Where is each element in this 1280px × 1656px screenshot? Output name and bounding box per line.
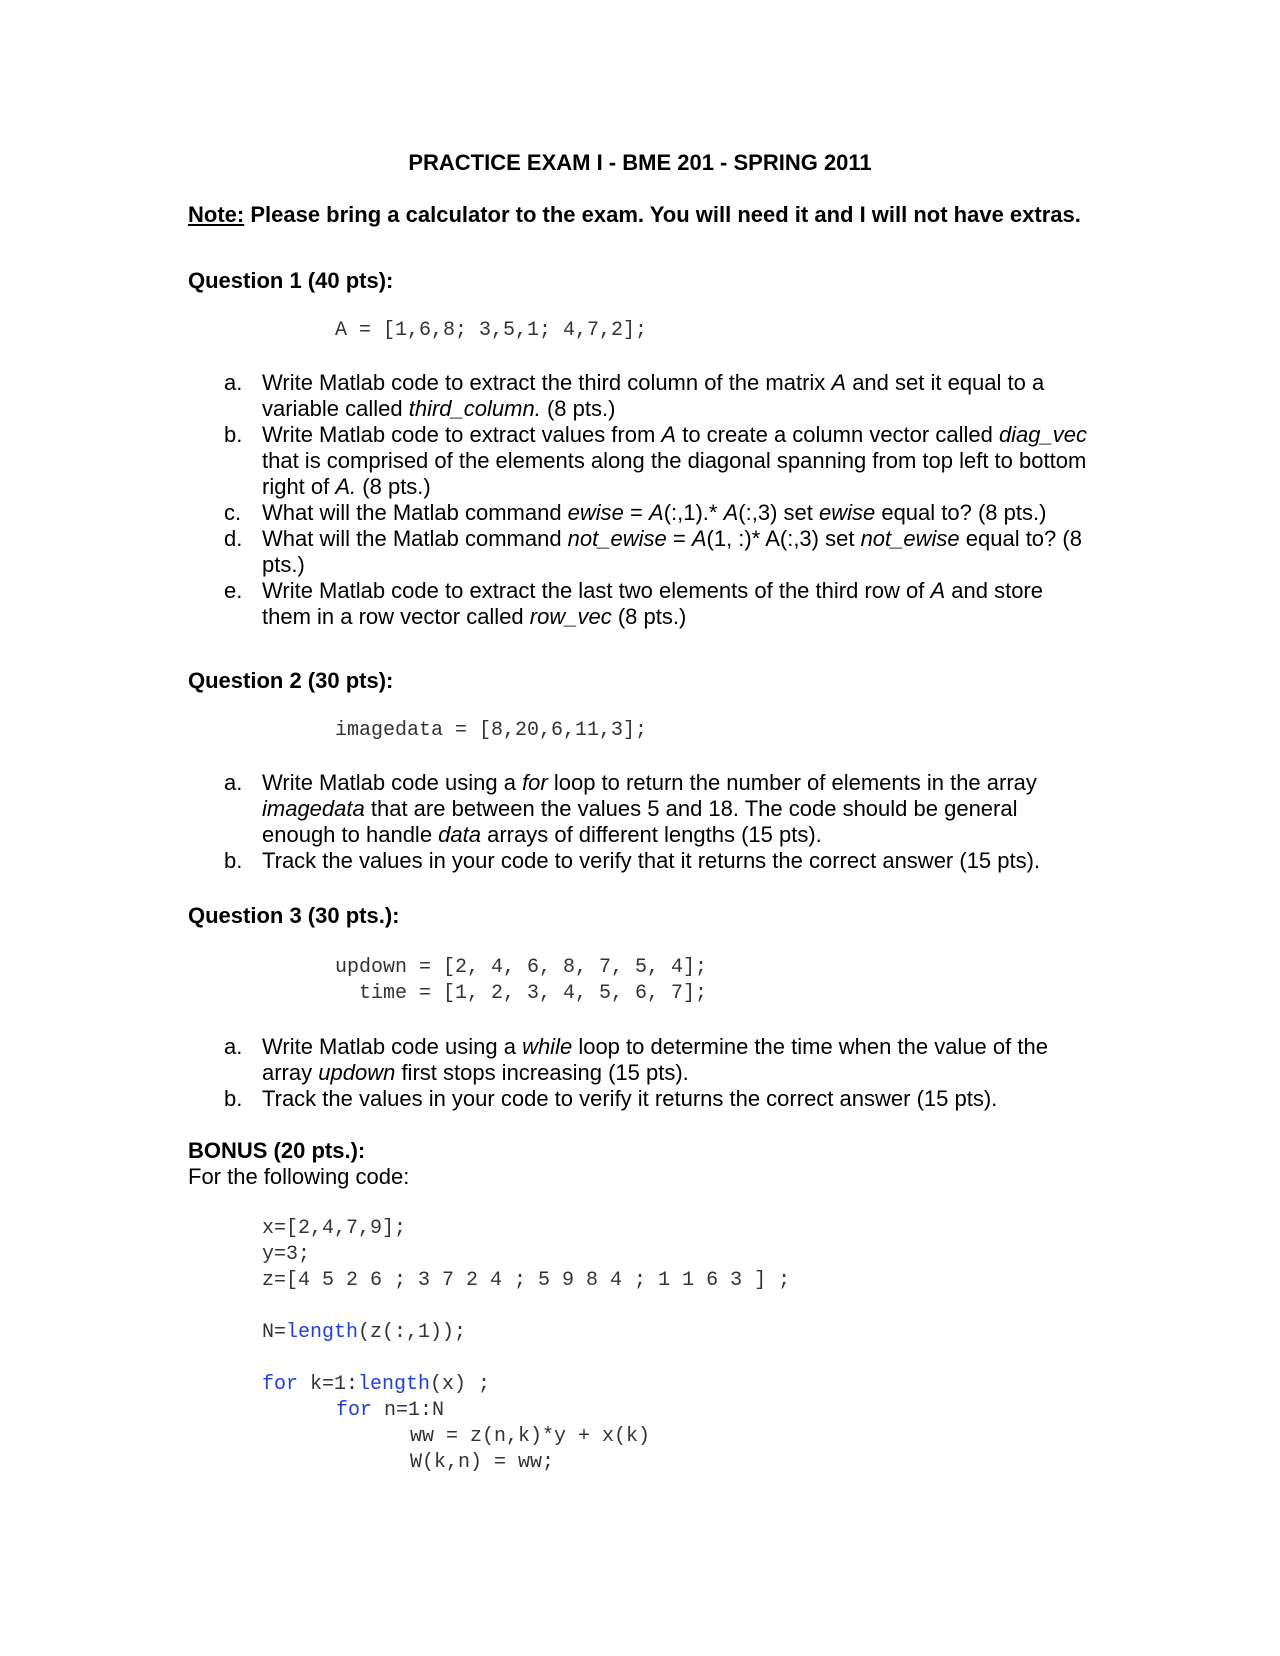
bonus-code-n <box>262 1320 466 1346</box>
item-text: Write Matlab code to extract values from <box>262 422 662 447</box>
question-2-heading: Question 2 (30 pts): <box>188 668 394 693</box>
item-text: equal to? (8 pts.) <box>262 526 1082 577</box>
bonus-code-W: W(k,n) = ww; <box>410 1451 555 1474</box>
item-text: A <box>691 526 707 551</box>
item-text: row_vec <box>529 604 612 629</box>
code-keyword: for <box>262 1373 299 1396</box>
item-text: third_column. <box>408 396 541 421</box>
item-marker: e. <box>224 578 243 603</box>
item-text: data <box>438 822 481 847</box>
list-item <box>220 370 1090 422</box>
item-text: Write Matlab code to extract the last two elements of the third row of <box>262 578 931 603</box>
item-marker: c. <box>224 500 242 525</box>
item-text: not_ewise <box>860 526 960 551</box>
item-text: = <box>623 500 649 525</box>
item-text: A <box>723 500 739 525</box>
bonus-heading: BONUS (20 pts.): <box>188 1138 366 1163</box>
item-text: A <box>930 578 946 603</box>
item-text: A <box>831 370 847 395</box>
bonus-code-for-n <box>336 1398 444 1424</box>
item-text: Track the values in your code to verify it returns the correct answer (15 pts). <box>262 1086 998 1111</box>
item-text: (8 pts.) <box>356 474 431 499</box>
item-text: and store them in a row vector called <box>262 578 1043 629</box>
bonus-code-z: z=[4 5 2 6 ; 3 7 2 4 ; 5 9 8 4 ; 1 1 6 3 ] ; <box>262 1269 791 1292</box>
item-text: Track the values in your code to verify that it returns the correct answer (15 pts). <box>262 848 1041 873</box>
question-1-heading: Question 1 (40 pts): <box>188 268 394 293</box>
note-text: Please bring a calculator to the exam. You will need it and I will not have extras. <box>244 202 1081 227</box>
list-item <box>220 1086 1090 1112</box>
item-text: arrays of different lengths (15 pts). <box>481 822 822 847</box>
bonus-intro: For the following code: <box>188 1164 410 1189</box>
bonus-code-ww: ww = z(n,k)*y + x(k) <box>410 1425 651 1448</box>
code-keyword: length <box>358 1373 431 1396</box>
code-keyword: length <box>286 1321 359 1344</box>
item-text: (1, :)* A(:,3) set <box>706 526 861 551</box>
item-text: What will the Matlab command <box>262 526 568 551</box>
item-marker: b. <box>224 1086 243 1111</box>
item-text: Write Matlab code to extract the third column of the matrix <box>262 370 832 395</box>
item-text: = <box>666 526 692 551</box>
item-marker: a. <box>224 370 243 395</box>
item-text: loop to determine the time when the value of the array <box>262 1034 1048 1085</box>
bonus-code-x: x=[2,4,7,9]; <box>262 1217 407 1240</box>
code-keyword: for <box>336 1399 373 1422</box>
item-text: while <box>522 1034 573 1059</box>
page-title: PRACTICE EXAM I - BME 201 - SPRING 2011 <box>408 150 872 175</box>
list-item <box>220 848 1090 874</box>
bonus-code-for-k <box>262 1372 490 1398</box>
item-text: updown <box>318 1060 396 1085</box>
item-text: that are between the values 5 and 18. The code should be general enough to handle <box>262 796 1018 847</box>
question-3-items <box>220 1034 1090 1112</box>
item-text: for <box>522 770 548 795</box>
item-text: (:,3) set <box>738 500 819 525</box>
item-text: that is comprised of the elements along the diagonal spanning from top left to bottom right of <box>262 448 1087 499</box>
list-item <box>220 1034 1090 1086</box>
item-text: loop to return the number of elements in the array <box>547 770 1037 795</box>
question-3-code-line-1: updown = [2, 4, 6, 8, 7, 5, 4]; <box>335 956 708 979</box>
question-3-code-line-2: time = [1, 2, 3, 4, 5, 6, 7]; <box>335 982 708 1005</box>
list-item <box>220 422 1090 500</box>
code-text: k=1: <box>298 1373 359 1396</box>
list-item <box>220 500 1090 526</box>
code-text: n=1:N <box>372 1399 445 1422</box>
code-text: (x) ; <box>430 1373 491 1396</box>
bonus-code-y: y=3; <box>262 1243 311 1266</box>
item-text: and set it equal to a variable called <box>262 370 1045 421</box>
item-text: first stops increasing (15 pts). <box>395 1060 689 1085</box>
question-3-heading: Question 3 (30 pts.): <box>188 903 400 928</box>
code-text: N= <box>262 1321 287 1344</box>
item-text: ewise <box>818 500 876 525</box>
item-text: ewise <box>567 500 624 525</box>
code-text: (z(:,1)); <box>358 1321 467 1344</box>
item-marker: b. <box>224 848 243 873</box>
item-text: A <box>661 422 677 447</box>
item-marker: b. <box>224 422 243 447</box>
list-item <box>220 770 1090 848</box>
item-marker: a. <box>224 770 243 795</box>
item-text: imagedata <box>262 796 365 821</box>
question-1-items <box>220 370 1090 630</box>
list-item <box>220 526 1090 578</box>
item-text: What will the Matlab command <box>262 500 568 525</box>
item-text: equal to? (8 pts.) <box>875 500 1047 525</box>
item-marker: d. <box>224 526 243 551</box>
question-2-items <box>220 770 1090 874</box>
list-item <box>220 578 1090 630</box>
item-text: A. <box>335 474 357 499</box>
item-text: A <box>649 500 664 525</box>
note-label: Note: <box>188 202 245 227</box>
item-text: diag_vec <box>998 422 1088 447</box>
item-text: not_ewise <box>567 526 667 551</box>
question-2-code: imagedata = [8,20,6,11,3]; <box>335 719 648 742</box>
note <box>188 202 1088 228</box>
item-text: to create a column vector called <box>676 422 999 447</box>
item-marker: a. <box>224 1034 243 1059</box>
item-text: (:,1).* <box>663 500 724 525</box>
item-text: Write Matlab code using a <box>262 770 523 795</box>
item-text: Write Matlab code using a <box>262 1034 523 1059</box>
item-text: (8 pts.) <box>540 396 616 421</box>
question-1-code: A = [1,6,8; 3,5,1; 4,7,2]; <box>335 319 648 342</box>
item-text: (8 pts.) <box>611 604 687 629</box>
